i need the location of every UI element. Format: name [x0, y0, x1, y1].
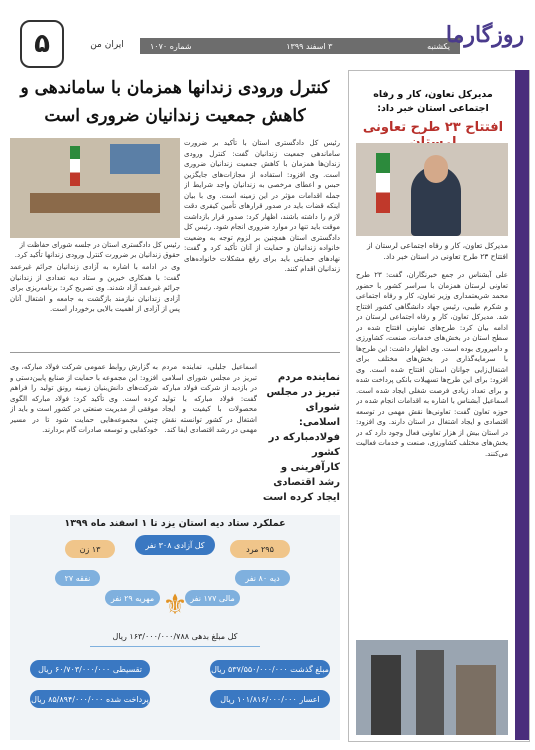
right-body: علی آبشناس در جمع خبرنگاران، گفت: ۲۳ طرح تعاونی لرستان همزمان با سراسر کشور با حضور محمد شریعتمداری وزیر تعاون، کار و رفاه اجتماعی و شکرم طیبی، رئیس جهاد دانشگاهی کشور افتتاح شد. مدیرکل تعاون، کار و رفاه اجتماعی لرستان در ادامه بیان کرد: طرح‌های تعاونی افتتاح شده در سطح استان در بخش‌های خدمات، صنعت، کشاورزی و دامپروری بوده است. وی اظهار داشت: این طرح‌ها با سرمایه‌گذاری در بخش‌های مختلف برای اشتغال‌زایی جوانان استان افتتاح شده است. وی افزود: برای این طرح‌ها تسهیلات بانکی پرداخت شده و برای تعداد زیادی فرصت شغلی ایجاد شده است. اسماعیل آبشناس با اشاره به اقدامات انجام شده در حوزه تعاون گفت: تعاونی‌ها نقش مهمی در توسعه اقتصادی و ایجاد اشتغال در استان دارند. وی افزود: در استان بیش از هزار تعاونی فعال وجود دارد که در بخش‌های مختلف کشاورزی، صنعت و خدمات فعالیت می‌کنند.: [356, 271, 508, 458]
total-debt: کل مبلغ بدهی ۱۶۳/۰۰۰/۰۰۰/۷۸۸ ریال: [90, 632, 260, 647]
men-pill: ۲۹۵ مرد: [230, 540, 290, 558]
forgiven-pill: مبلغ گذشت ۵۳۷/۵۵۰/۰۰۰/۰۰۰ ریال: [210, 660, 330, 678]
purple-side-bar: [515, 70, 529, 740]
financial-pill: مالی ۱۷۷ نفر: [185, 590, 240, 606]
total-freed-pill: کل آزادی ۳۰۸ نفر: [135, 535, 215, 555]
nafaqe-pill: نفقه ۲۷: [55, 570, 100, 586]
photo-machine: [456, 665, 496, 735]
right-title: افتتاح ۲۳ طرح تعاونی: [362, 120, 504, 135]
interview-headline: نماینده مردم تبریز در مجلس شورای اسلامی: فولادمبارکه در کشور کارآفرینی و رشد اقتصادی ایجاد کرده است: [262, 372, 340, 503]
paid-pill: پرداخت شده ۸۵/۸۹۴/۰۰۰/۰۰۰ ریال: [30, 690, 150, 708]
right-caption: مدیرکل تعاون، کار و رفاه اجتماعی لرستان از افتتاح ۲۳ طرح تعاونی در استان خبر داد.: [367, 241, 508, 261]
table-shape: [30, 193, 160, 213]
article-column-1: رئیس کل دادگستری استان با تأکید بر ضرورت ساماندهی جمعیت زندانیان گفت: کنترل ورودی زندان‌ها همزمان با کاهش جمعیت زندانیان ضروری است. وی افزود: استفاده از مجازات‌های جایگزین حبس و اعطای مرخصی به زندانیان واجد شرایط از جمله اقدامات مؤثر در این زمینه است. وی با بیان اینکه قضات باید در صدور قرارهای تأمین کیفری دقت لازم را داشته باشند، اظهار کرد: صدور قرار بازداشت موقت باید تنها در موارد ضروری انجام شود. رئیس کل دادگستری استان همچنین بر لزوم توجه به وضعیت خانواده زندانیان و حمایت از آنان تأکید کرد و گفت: نهادهای حمایتی باید برای رفع مشکلات خانواده‌های زندانیان اقدام کنند.: [184, 139, 340, 273]
photo-figure: [371, 655, 401, 735]
right-kicker: مدیرکل تعاون، کار و رفاه اجتماعی استان خبر داد:: [373, 89, 493, 114]
interview-column-1: اسماعیل جلیلی، نماینده مردم تبریز در مجلس شورای اسلامی در بازدید از شرکت فولاد مبارکه گفت: فولاد مبارکه با تولید محصولات با کیفیت و ایجاد اشتغال در کشور توانسته نقش مهمی در رشد اقتصادی ایفا کند.: [162, 363, 257, 434]
date: ۳ اسفند ۱۳۹۹: [286, 41, 333, 51]
article-column-2: وی در ادامه با اشاره به آزادی زندانیان جرائم غیرعمد گفت: با همکاری خیرین و ستاد دیه تعدادی از زندانیان جرائم غیرعمد آزاد شدند. وی تصریح کرد: برنامه‌ریزی برای آزادی زندانیان نیازمند بازگشت به جامعه و اشتغال آنان پس از آزادی از اهمیت بالایی برخوردار است.: [10, 263, 180, 313]
mehrieh-pill: مهریه ۲۹ نفر: [105, 590, 160, 606]
newspaper-logo: روزگارما: [445, 22, 525, 48]
screen-shape: [110, 144, 160, 174]
women-pill: ۱۳ زن: [65, 540, 115, 558]
flag-icon: [70, 146, 80, 186]
page-number: ۵: [20, 20, 64, 68]
emblem-icon: ⚜: [162, 588, 188, 621]
meeting-photo: [10, 138, 180, 238]
section-label: ایران من: [90, 40, 124, 50]
infographic-title: عملکرد ستاد دیه استان یزد تا ۱ اسفند ماه ۱۳۹۹: [64, 518, 286, 529]
divider: [10, 352, 340, 353]
meeting-caption: رئیس کل دادگستری استان در جلسه شورای حفاظت از حقوق زندانیان بر ضرورت کنترل ورودی زندانها تأکید کرد.: [14, 241, 180, 259]
diyeh-pill: دیه ۸۰ نفر: [235, 570, 290, 586]
official-photo: [356, 143, 508, 236]
main-headline: کنترل ورودی زندانها همزمان با ساماندهی و کاهش جمعیت زندانیان ضروری است: [20, 78, 330, 126]
issue-number: شماره ۱۰۷۰: [150, 41, 192, 51]
interview-column-2: به گزارش روابط عمومی شرکت فولاد مبارکه، وی افزود: این مجموعه با حمایت از صنایع پایین‌دستی و شرکت‌های دانش‌بنیان زمینه رونق تولید را فراهم کرده است. وی تأکید کرد: فولاد مبارکه الگوی موفقی از مدیریت صنعتی در کشور است و باید از چنین مجموعه‌هایی حمایت شود تا در مسیر خودکفایی و توسعه صادرات گام بردارند.: [10, 363, 158, 434]
weekday: یکشنبه: [427, 41, 450, 51]
insolvency-pill: اعسار ۱۰۱/۸۱۶/۰۰۰/۰۰۰ ریال: [210, 690, 330, 708]
photo-figure: [416, 650, 444, 735]
person-head: [424, 155, 448, 183]
factory-photo: [356, 640, 508, 735]
installment-pill: تقسیطی ۶۰/۷۰۳/۰۰۰/۰۰۰ ریال: [30, 660, 150, 678]
date-band: [140, 38, 460, 54]
flag-icon: [376, 153, 390, 213]
